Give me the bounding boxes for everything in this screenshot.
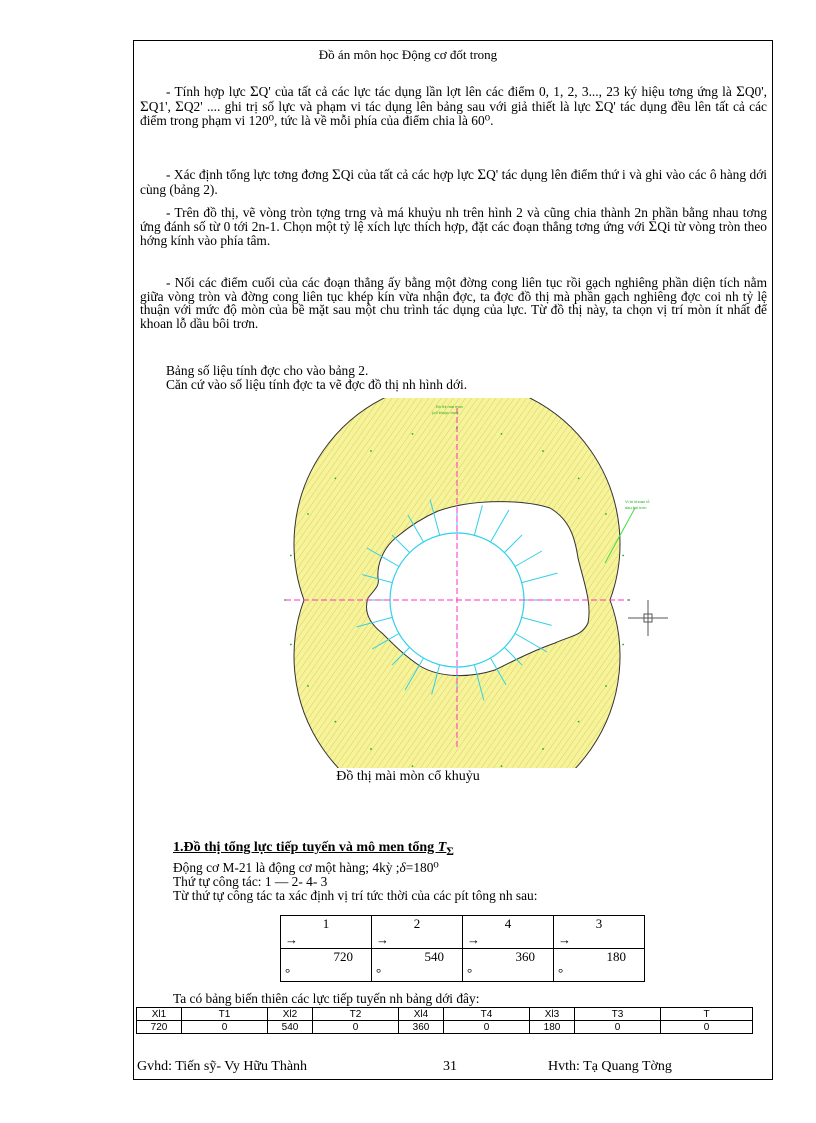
ray — [522, 573, 558, 583]
header-cell: T4 — [444, 1008, 530, 1021]
division-mark — [307, 685, 309, 687]
piston-cell-4: 4 → — [463, 916, 554, 949]
svg-text:(cổ khuỷu trục): (cổ khuỷu trục) — [432, 410, 459, 415]
angle-cell: 360 ° — [463, 949, 554, 982]
engine-line: Động cơ M-21 là động cơ một hàng; 4kỳ ;δ=180⁰ — [173, 860, 439, 875]
value-cell: 0 — [182, 1021, 268, 1034]
division-mark — [542, 450, 544, 452]
division-mark — [605, 685, 607, 687]
piston-cell-2: 2 → — [372, 916, 463, 949]
header-cell: Xl2 — [268, 1008, 313, 1021]
crosshair-cursor — [628, 600, 668, 636]
ray — [522, 617, 552, 625]
division-mark — [456, 427, 458, 429]
firing-order: Thứ tự công tác: 1 — 2- 4- 3 — [173, 874, 328, 889]
page-header: Đồ án môn học Động cơ đốt trong — [318, 47, 498, 62]
page-number: 31 — [443, 1059, 457, 1074]
from-order-line: Từ thứ tự công tác ta xác định vị trí tức thời của các pít tông nh sau: — [173, 888, 538, 903]
division-mark — [412, 765, 414, 767]
paragraph-1: - Tính hợp lực ΣQ' của tất cả các lực tác dụng lần lợt lên các điểm 0, 1, 2, 3..., 23 ký hiệu tơng ứng là ΣQ0', ΣQ1', ΣQ2' .... ghi trị số lực và phạm vi tác dụng lên bảng sau với giả thiết là lực ΣQ' tác dụng đều lên tất cả các điểm trong phạm vi 120⁰, tức là về mỗi phía của điểm chia là 60⁰. — [140, 84, 767, 129]
ray — [504, 535, 522, 553]
piston-cell-3: 3 → — [554, 916, 645, 949]
value-cell: 180 — [530, 1021, 575, 1034]
ray — [392, 535, 410, 553]
division-mark — [622, 644, 624, 646]
ray — [474, 505, 482, 535]
paragraph-5: Bảng số liệu tính đợc cho vào bảng 2. — [166, 363, 369, 378]
ray — [515, 551, 542, 567]
header-cell: T — [661, 1008, 753, 1021]
angle-cell: 540 ° — [372, 949, 463, 982]
division-mark — [412, 433, 414, 435]
paragraph-4: - Nối các điểm cuối của các đoạn thẳng ấy bằng một đờng cong liên tục rồi gạch nghiêng phần diện tích nằm giữa vòng tròn và đờng cong liên tục khép kín vừa nhận đợc, ta đợc đồ thị mà phần gạch nghiêng đợc coi nh tỷ lệ thuận với mức độ mòn của bề mặt sau một chu trình tác dụng của lực. Từ đồ thị này, ta chọn vị trí mòn ít nhất để khoan lỗ dầu bôi trơn. — [140, 275, 767, 331]
division-mark — [334, 721, 336, 723]
piston-cell-1: 1 → — [281, 916, 372, 949]
division-mark — [290, 644, 292, 646]
wear-diagram — [270, 398, 670, 768]
division-mark — [605, 513, 607, 515]
svg-text:dầu bôi trơn: dầu bôi trơn — [625, 505, 647, 510]
paragraph-6: Căn cứ vào số liệu tính đợc ta vẽ đợc đồ thị nh hình dới. — [166, 377, 468, 392]
division-mark — [370, 748, 372, 750]
ray — [515, 634, 547, 653]
division-mark — [501, 765, 503, 767]
angle-cell: 720 ° — [281, 949, 372, 982]
header-cell: Xl3 — [530, 1008, 575, 1021]
division-mark — [628, 599, 630, 601]
table-intro: Ta có bảng biến thiên các lực tiếp tuyến nh bảng dới đây: — [173, 991, 480, 1006]
section-title: 1.Đồ thị tổng lực tiếp tuyến và mô men tổng $T_\Sigma$ — [173, 840, 454, 858]
division-mark — [370, 450, 372, 452]
paragraph-2: - Xác định tổng lực tơng đơng ΣQi của tất cả các hợp lực ΣQ' tác dụng lên điểm thứ i và ghi vào các ô hàng dới cùng (bảng 2). — [140, 167, 768, 197]
division-mark — [290, 555, 292, 557]
division-mark — [307, 513, 309, 515]
footer-advisor: Gvhd: Tiến sỹ- Vy Hữu Thành — [137, 1059, 308, 1074]
division-mark — [578, 721, 580, 723]
svg-text:Vị trí khoan lỗ: Vị trí khoan lỗ — [625, 499, 650, 504]
header-cell: T2 — [313, 1008, 399, 1021]
value-cell: 0 — [313, 1021, 399, 1034]
value-cell: 0 — [575, 1021, 661, 1034]
division-mark — [542, 748, 544, 750]
footer-student: Hvth: Tạ Quang Tờng — [548, 1059, 672, 1074]
value-cell: 0 — [661, 1021, 753, 1034]
value-cell: 0 — [444, 1021, 530, 1034]
paragraph-3: - Trên đồ thị, vẽ vòng tròn tợng trng và má khuỷu nh trên hình 2 và cũng chia thành 2n phần bằng nhau tơng ứng đánh số từ 0 tới 2n-1. Chọn một tỷ lệ xích lực thích hợp, đặt các đoạn thẳng tơng ứng với ΣQi từ vòng tròn theo hớng kính vào phía tâm. — [140, 205, 767, 249]
svg-text:Đồ thị mài mòn: Đồ thị mài mòn — [436, 404, 463, 409]
figure-caption: Đồ thị mài mòn cổ khuỷu — [336, 769, 480, 784]
division-mark — [578, 477, 580, 479]
header-cell: T3 — [575, 1008, 661, 1021]
value-cell: 720 — [137, 1021, 182, 1034]
header-cell: Xl1 — [137, 1008, 182, 1021]
ray — [491, 510, 510, 542]
header-cell: T1 — [182, 1008, 268, 1021]
division-mark — [622, 555, 624, 557]
division-mark — [334, 477, 336, 479]
angle-cell: 180 ° — [554, 949, 645, 982]
tangential-force-table — [136, 1007, 753, 1034]
division-mark — [284, 599, 286, 601]
value-cell: 360 — [399, 1021, 444, 1034]
piston-position-table — [280, 915, 645, 982]
division-mark — [501, 433, 503, 435]
value-cell: 540 — [268, 1021, 313, 1034]
header-cell: Xl4 — [399, 1008, 444, 1021]
